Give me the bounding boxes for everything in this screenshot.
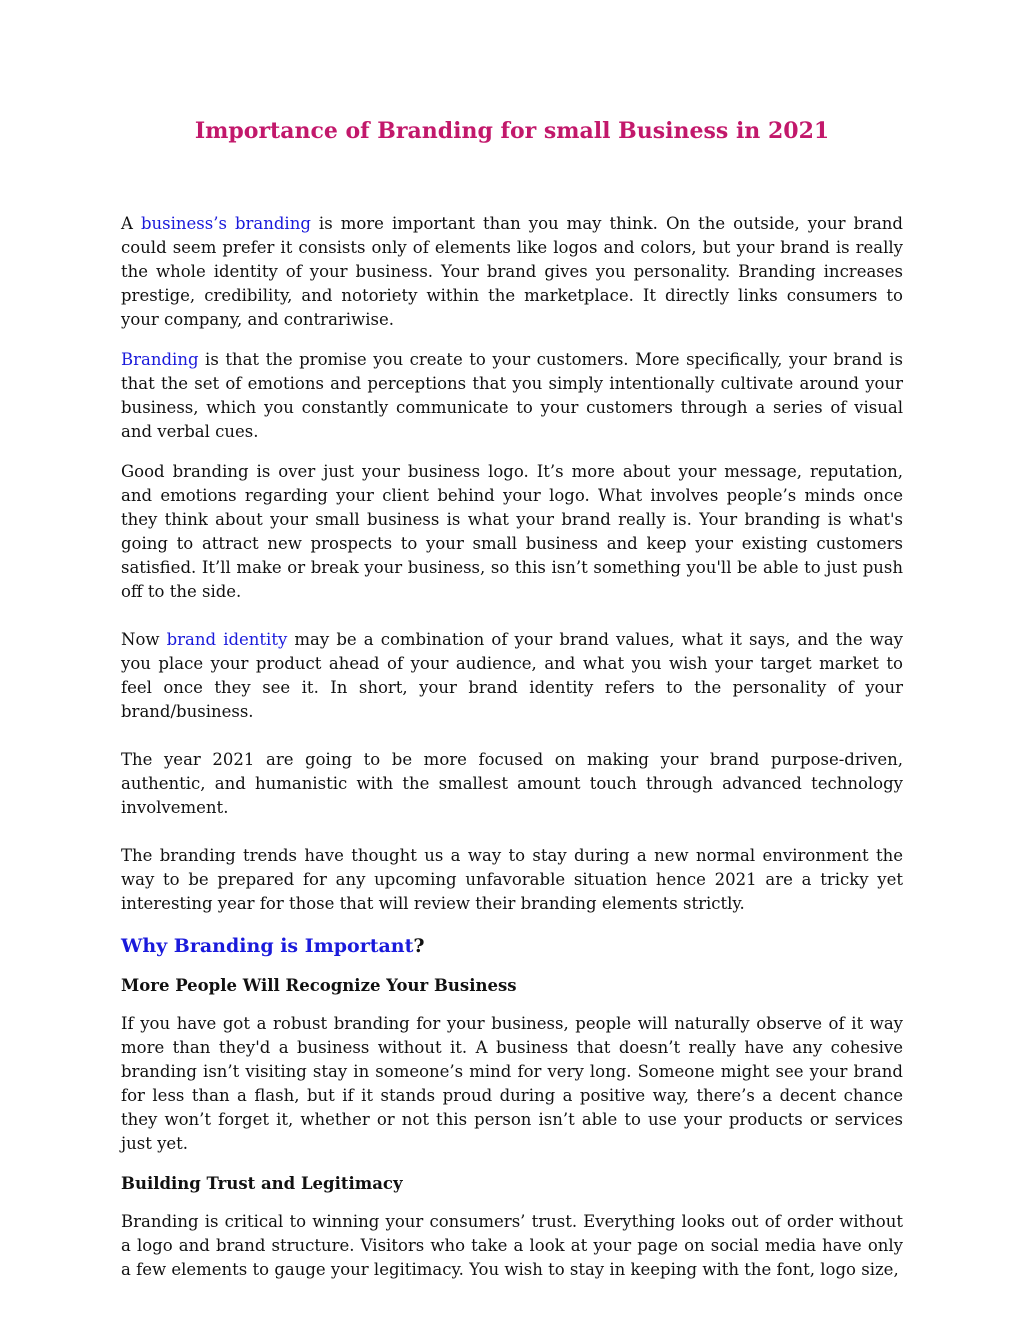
section-trust-body: Branding is critical to winning your consumers’ trust. Everything looks out of order without a logo and brand structure. Visitors who take a look at your page on social media have only a few elements to gauge your legitimacy. You wish to stay in keeping with the font, logo size, (121, 1212, 903, 1279)
paragraph-intro-text: is more important than you may think. On the outside, your brand could seem prefer it consists only of elements like logos and colors, but your brand is really the whole identity of your business. Your brand gives you personality. Branding increases prestige, credibility, and notoriety within the marketplace. It directly links consumers to your company, and contrariwise. (121, 214, 903, 329)
why-branding-link[interactable]: Why Branding is Important (121, 935, 414, 957)
section-recognize-body: If you have got a robust branding for your business, people will naturally observe of it way more than they'd a business without it. A business that doesn’t really have any cohesive branding isn’t visiting stay in someone’s mind for very long. Someone might see your brand for less than a flash, but if it stands proud during a positive way, there’s a decent chance they won’t forget it, whether or not this person isn’t able to use your products or services just yet. (121, 1014, 903, 1153)
paragraph-brand-identity (121, 628, 903, 724)
paragraph-brand-identity-prefix: Now (121, 630, 167, 649)
section-recognize-heading: More People Will Recognize Your Business (121, 976, 517, 995)
paragraph-branding-trends: The branding trends have thought us a way to stay during a new normal environment the way to be prepared for any upcoming unfavorable situation hence 2021 are a tricky yet interesting year for those that will review their branding elements strictly. (121, 846, 903, 913)
paragraph-branding-promise (121, 348, 903, 444)
why-branding-heading (121, 932, 903, 960)
paragraph-intro (121, 212, 903, 332)
paragraph-brand-identity-text: may be a combination of your brand values, what it says, and the way you place your product ahead of your audience, and what you wish your target market to feel once they see it. In short, your brand identity refers to the personality of your brand/business. (121, 630, 904, 721)
page-title: Importance of Branding for small Business in 2021 (194, 118, 830, 144)
branding-link[interactable]: Branding (121, 350, 199, 369)
paragraph-year-2021: The year 2021 are going to be more focused on making your brand purpose-driven, authentic, and humanistic with the smallest amount touch through advanced technology involvement. (121, 750, 903, 817)
business-branding-link[interactable]: business’s branding (140, 214, 311, 233)
paragraph-intro-prefix: A (121, 214, 141, 233)
paragraph-good-branding: Good branding is over just your business logo. It’s more about your message, reputation, and emotions regarding your client behind your logo. What involves people’s minds once they think about your small business is what your brand really is. Your branding is what's going to attract new prospects to your small business and keep your existing customers satisfied. It’ll make or break your business, so this isn’t something you'll be able to just push off to the side. (121, 462, 903, 601)
brand-identity-link[interactable]: brand identity (166, 630, 288, 649)
why-branding-question-mark: ? (413, 935, 425, 957)
paragraph-branding-promise-text: is that the promise you create to your customers. More specifically, your brand is that the set of emotions and perceptions that you simply intentionally cultivate around your business, which you constantly communicate to your customers through a series of visual and verbal cues. (121, 350, 903, 441)
document-body (121, 212, 903, 1298)
section-trust-heading: Building Trust and Legitimacy (121, 1174, 403, 1193)
